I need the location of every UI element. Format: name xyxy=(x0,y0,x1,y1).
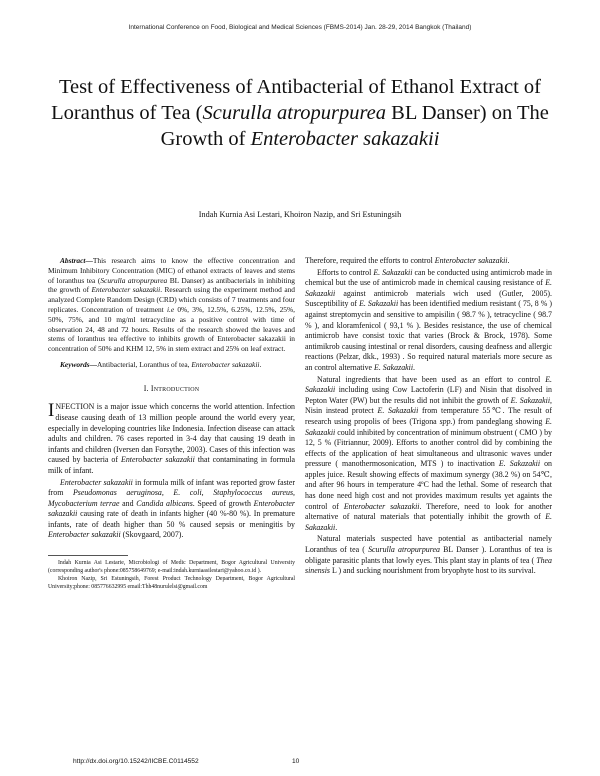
doi-link[interactable]: http://dx.doi.org/10.15242/IICBE.C0114552 xyxy=(73,758,199,765)
body-organism: Enterobacter sakazakii xyxy=(434,256,508,265)
body-text: . xyxy=(413,362,416,372)
body-species: Scurulla atropurpurea xyxy=(368,545,440,555)
body-text: including using Cow Lactoferin (LF) and Nisin that disolved in Pepton Water (PW) but the results did not inhibit the growth of xyxy=(305,385,552,405)
right-paragraph-0 xyxy=(305,256,552,267)
conference-header: International Conference on Food, Biological and Medical Sciences (FBMS-2014) Jan. 28-29, 2014 Bangkok (Thailand) xyxy=(128,24,472,31)
intro-text: . Speed of growth xyxy=(192,498,254,508)
author-list: Indah Kurnia Asi Lestari, Khoiron Nazip, and Sri Estuningsih xyxy=(198,210,402,219)
body-organism: E. Sakazakii xyxy=(305,512,552,532)
body-text: ) from pandeglang showing xyxy=(452,416,546,426)
left-column xyxy=(48,256,295,591)
intro-organism: Enterobacter sakazakii xyxy=(121,455,195,465)
abstract-ie: i.e xyxy=(166,304,175,314)
body-organism: E. Sakazakii xyxy=(374,362,414,372)
footnote-divider xyxy=(48,555,128,556)
intro-text: and xyxy=(119,498,137,508)
body-text: . Therefore, need to look for another alternative of natural materials that potentially inhibit the growth of xyxy=(305,501,552,522)
keywords-label: Keywords xyxy=(60,359,90,369)
body-text: from temperature 55℃. The result of research using propolis of bees (Trigona xyxy=(305,406,552,426)
body-text: , Nisin instead protect xyxy=(305,395,552,416)
body-text: L ) and sucking nourishment from bryophyte host to its survival. xyxy=(330,566,536,576)
body-text: Natural ingredients that have been used as an effort to control xyxy=(317,374,546,384)
intro-organism: Enterobacter sakazakii xyxy=(48,530,121,540)
title-organism: Enterobacter sakazakii xyxy=(250,128,440,150)
body-text: could inhibited by concentration of minimum obstruent ( CMO ) by 12, 5 % (Fitriannur, 2009). Efforts to another control did by combining the effects of the application of heat simultaneous and ultrasonic waves under pressure ( manothermosonication, MTS ) to inactivation xyxy=(305,427,552,469)
keywords-organism: Enterobacter sakazakii xyxy=(191,359,260,369)
paper-title xyxy=(48,74,552,152)
abstract-text: BL Danser) as antibacterials in inhibiting the growth of xyxy=(48,275,295,295)
intro-text: NFECTION is a major issue which concerns the world attention. Infection disease causing death of 13 million people around the world every year, especially in developing countries like Indonesia. Infection disease can attack adults and children. 76 cases reported in 3-4 day that causing 19 death in infants and children (Iversen dan Forsythe, 2003). Cases of this infection was caused by bacteria of xyxy=(48,402,295,465)
body-text: Efforts to control xyxy=(317,267,374,277)
body-organism: Enterobacter sakazakii xyxy=(343,501,420,511)
body-text: against antimicrob materials wich used (Gutler, 2005). Susceptibility of xyxy=(305,288,552,309)
right-paragraph-2 xyxy=(305,375,552,534)
section-numeral: I. xyxy=(143,383,149,393)
intro-text: in formula milk of infant was reported grow faster from xyxy=(48,477,295,498)
body-organism: E. Sakazakii xyxy=(377,406,419,416)
abstract-text: 0%, 3%, 12.5%, 6.25%, 12.5%, 25%, 50%, 75%, and 10 mg/ml tetracycline as a positive control with time of observation 24, 48 and 72 hours. Results of the research showed the leaves and stems of loranthus tea effective to inhibits growth of Enterobacter sakazakii in concentration of 50% and KHM 12, 5% in stem extract and 25% on leaf extract. xyxy=(48,304,295,354)
footnote-author-1: Indah Kurnia Asi Lestarie, Microbiologi of Medic Department, Bogor Agricultural University (corresponding author's phone:085758649769; e-mail:indah.kurniaasilestari@yahoo.co.id ). xyxy=(48,560,295,574)
intro-paragraph-2 xyxy=(48,478,295,542)
body-text: BL Danser ). Loranthus of tea is obligate parasitic plants that lowly eyes. This plant stay in plants of tea ( xyxy=(305,545,552,565)
keywords-text: Antibacterial, Loranthus of tea, xyxy=(96,359,192,369)
body-organism: E. Sakazakii xyxy=(305,416,552,437)
body-text: . xyxy=(335,522,338,532)
body-organism: E. Sakazakii xyxy=(373,267,413,277)
body-text: . xyxy=(507,256,510,265)
body-text: has been identified medium resistant ( 75, 8 % ) against streptomycin and sensitive to ampisilin ( 98.7 % ), tetracycline ( 98.7 % ), and kloramfenicol ( 93,1 % ). Besides resistance, the use of chemical antimicrob have consist toxic that varies (Brock & Brock, 1978). Some antimikrob causing intestinal or renal disorders, causing deafness and allergic reactions (Pelzar, dkk., 1993) . So required natural materials more secure as an control alternative xyxy=(305,299,552,372)
intro-text: causing rate of death in infants higher (40 %-80 %). In premature infants, rate of death higher than 50 % caused sepsis or meningitis by xyxy=(48,509,295,529)
intro-paragraph-1 xyxy=(48,402,295,476)
intro-text: (Skovgaard, 2007). xyxy=(120,530,184,540)
body-species: spp. xyxy=(439,416,453,426)
page-number: 10 xyxy=(292,758,300,765)
intro-organism: Enterobacter sakazakii xyxy=(60,477,133,487)
right-paragraph-1 xyxy=(305,268,552,374)
abstract xyxy=(48,256,295,354)
keywords xyxy=(48,360,295,370)
abstract-text: This research aims to know the effective concentration and Minimum Inhibitory Concentration (MIC) of ethanol extracts of leaves and stems of loranthus tea ( xyxy=(48,256,295,285)
keywords-dash: — xyxy=(89,359,97,369)
intro-species-list: Pseudomonas aeruginosa, E. coli, Staphylococcus aureus, Mycobacterium terrae xyxy=(48,488,296,508)
intro-organism: Enterobacter sakazakii xyxy=(48,498,295,519)
abstract-dash: — xyxy=(85,256,93,265)
body-organism: E. Sakazakii xyxy=(359,299,399,309)
body-text: Natural materials suspected have potential as antibacterial namely Loranthus of tea ( xyxy=(305,534,552,555)
body-organism: E. Sakazakii xyxy=(510,395,551,405)
body-organism: E. Sakazakii xyxy=(498,459,541,469)
section-title: Introduction xyxy=(150,383,200,393)
body-species: Thea sinensis xyxy=(305,555,552,576)
body-text: on apples juice. Result showing effects of maximum synergy (38.2 %) on 54℃, and after 96 hours in temperature 4ºC had the lethal. Some of research that has done need high cost and not provides maximum results yet againts the control of xyxy=(305,459,552,511)
intro-species: Candida albicans xyxy=(136,498,193,508)
title-part2: BL Danser) on The Growth of xyxy=(160,102,549,150)
abstract-organism: Enterobacter sakazakii xyxy=(91,285,161,295)
body-text: can be conducted using antimicrob made in chemical but the use of antimicrob made in chemical causing resistance of xyxy=(305,267,552,288)
section-heading xyxy=(48,384,295,395)
drop-cap: I xyxy=(48,400,55,422)
title-species: Scurulla atropurpurea xyxy=(202,102,387,124)
body-organism: E. Sakazakii xyxy=(305,278,552,298)
keywords-text: . xyxy=(259,359,262,369)
body-text: Therefore, required the efforts to control xyxy=(305,256,435,265)
body-organism: E. Sakazakii xyxy=(305,374,552,395)
abstract-text: . Research using the experiment method and analyzed Complete Random Design (CRD) which consists of 7 treatments and four replicates. Concentration of treatment xyxy=(48,285,295,314)
footnote-author-2: Khoiron Nazip, Sri Estuningsih, Forest Product Technology Department, Bogor Agricultural University;phone: 085776632995 email:Thh48nurulelsi@gmail.com xyxy=(48,576,295,590)
abstract-label: Abstract xyxy=(60,256,86,265)
title-part1: Test of Effectiveness of Antibacterial of Ethanol Extract of Loranthus of Tea ( xyxy=(51,76,542,124)
intro-text: that contaminating in formula milk of infant. xyxy=(48,455,295,475)
abstract-species: Scurulla atropurpurea xyxy=(100,275,168,285)
right-paragraph-3 xyxy=(305,534,552,576)
right-column xyxy=(305,256,552,577)
